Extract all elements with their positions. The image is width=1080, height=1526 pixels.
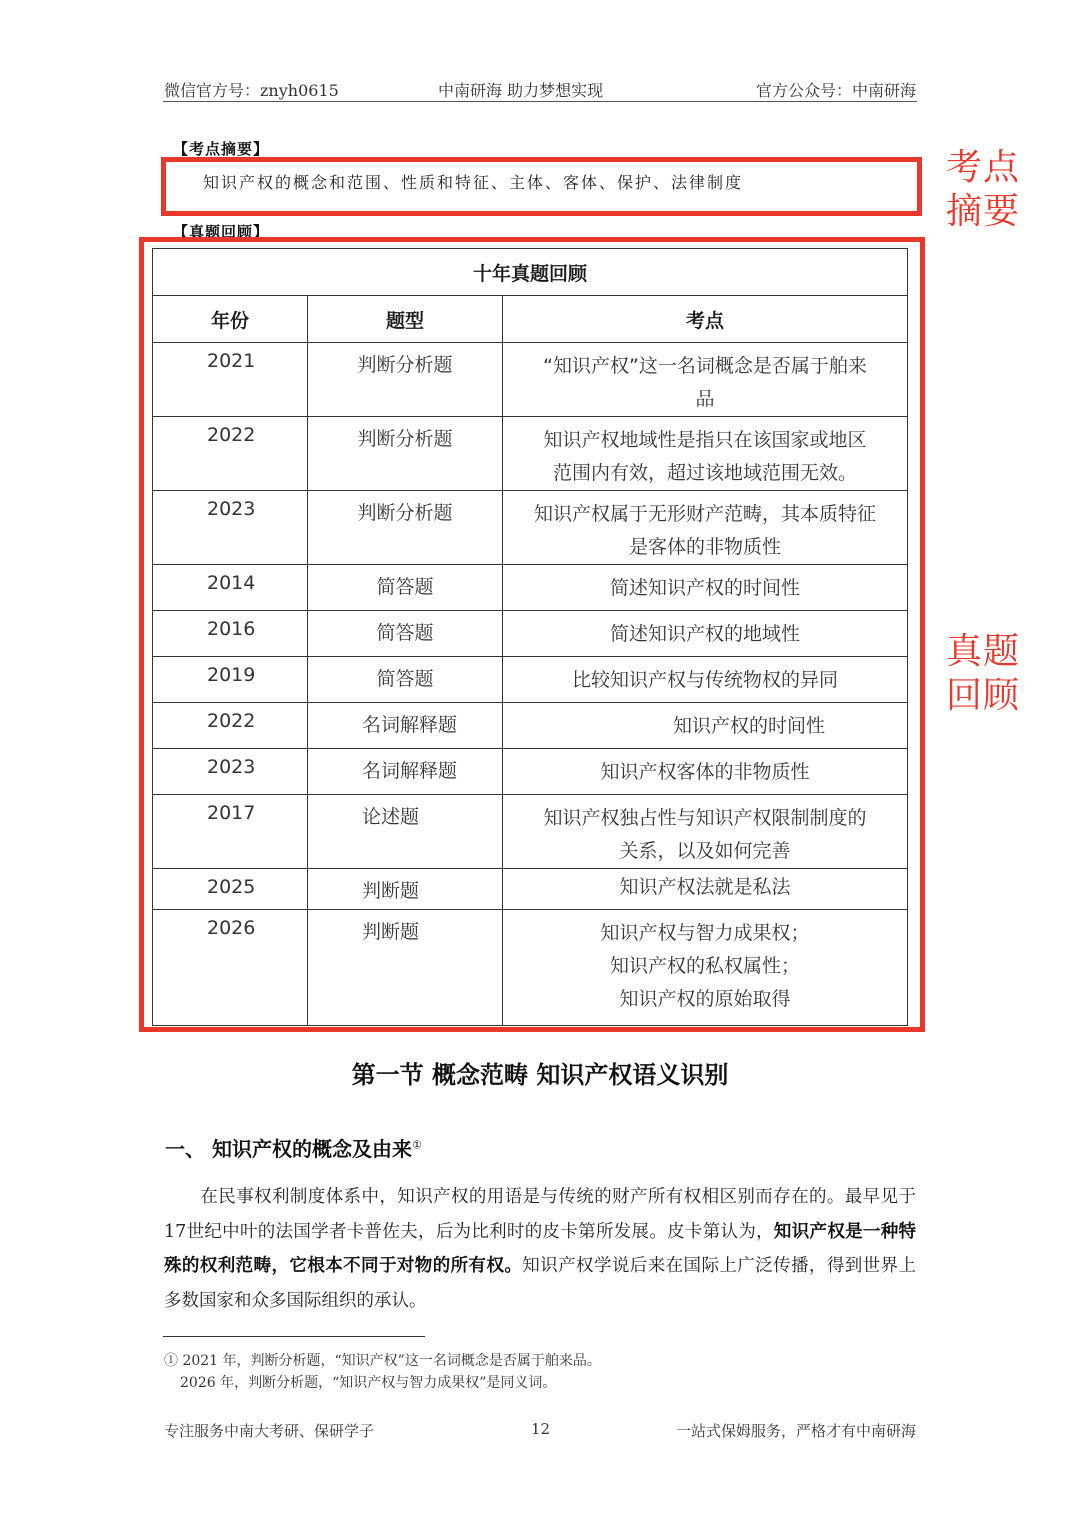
header-divider xyxy=(163,101,917,102)
footnote-divider xyxy=(163,1336,425,1337)
paragraph-emphasis: 知识产权是一种特殊的权利范畴，它根本不同于对物的所有权。 xyxy=(164,1221,917,1276)
table-row xyxy=(153,703,908,749)
review-annotation-line: 回顾 xyxy=(946,675,1021,716)
header-left: 微信官方号：znyh0615 xyxy=(164,81,339,100)
table-row xyxy=(153,869,908,910)
table-row xyxy=(153,343,908,417)
paragraph-text: 知识产权学说后来在国际上广泛传播，得到世界上多数国家和众多国际组织的承认。 xyxy=(164,1256,917,1311)
cell-type: 判断题 xyxy=(308,869,503,910)
cell-points-line: 知识产权属于无形财产范畴，其本质特征 xyxy=(534,503,877,525)
table-title: 十年真题回顾 xyxy=(153,249,908,296)
cell-type: 判断分析题 xyxy=(308,417,503,491)
body-paragraph xyxy=(164,1180,916,1318)
column-header-year: 年份 xyxy=(153,296,308,343)
footer-right: 一站式保姆服务，严格才有中南研海 xyxy=(675,1422,916,1440)
cell-year: 2014 xyxy=(153,565,308,611)
column-header-type: 题型 xyxy=(308,296,503,343)
summary-annotation xyxy=(946,146,1020,234)
cell-points-line: 知识产权的原始取得 xyxy=(619,988,791,1010)
footnote-marker: ① xyxy=(411,1138,422,1152)
summary-tag: 【考点摘要】 xyxy=(173,140,270,158)
paragraph-text: 在民事权利制度体系中，知识产权的用语是与传统的财产所有权相区别而存在的。最早见于17世纪中叶的法国学者卡普佐夫，后为比利时的皮卡第所发展。皮卡第认为， xyxy=(164,1187,916,1242)
column-header-points: 考点 xyxy=(503,296,908,343)
header-right: 官方公众号：中南研海 xyxy=(755,81,916,100)
subsection-title-text: 一、 知识产权的概念及由来 xyxy=(165,1137,412,1161)
cell-points-line: 简述知识产权的时间性 xyxy=(610,577,801,599)
cell-points xyxy=(503,749,908,795)
summary-annotation-line: 摘要 xyxy=(946,191,1021,232)
cell-points xyxy=(503,703,908,749)
table-row xyxy=(153,565,908,611)
summary-annotation-line: 考点 xyxy=(946,147,1021,188)
cell-points xyxy=(503,795,908,869)
cell-points-line: 关系，以及如何完善 xyxy=(619,840,791,862)
cell-points xyxy=(503,565,908,611)
cell-year: 2026 xyxy=(153,910,308,1026)
cell-year: 2022 xyxy=(153,417,308,491)
cell-points xyxy=(503,343,908,417)
cell-points-line: 知识产权的时间性 xyxy=(673,715,826,737)
page-number: 12 xyxy=(531,1420,551,1438)
cell-year: 2022 xyxy=(153,703,308,749)
exam-review-table xyxy=(152,248,908,1026)
cell-points-line: 知识产权与智力成果权； xyxy=(600,922,810,944)
table-row xyxy=(153,795,908,869)
cell-year: 2016 xyxy=(153,611,308,657)
footer-left: 专注服务中南大考研、保研学子 xyxy=(164,1422,375,1440)
cell-points-line: 比较知识产权与传统物权的异同 xyxy=(572,669,839,691)
cell-points xyxy=(503,657,908,703)
cell-points xyxy=(503,417,908,491)
cell-points-line: 范围内有效，超过该地域范围无效。 xyxy=(553,462,858,484)
cell-type: 判断分析题 xyxy=(308,491,503,565)
review-tag: 【真题回顾】 xyxy=(173,223,270,241)
section-title: 第一节 概念范畴 知识产权语义识别 xyxy=(351,1061,729,1089)
cell-type: 简答题 xyxy=(308,657,503,703)
cell-type: 简答题 xyxy=(308,611,503,657)
table-row xyxy=(153,749,908,795)
table-row xyxy=(153,611,908,657)
cell-points-line: “知识产权”这一名词概念是否属于舶来 xyxy=(543,355,867,377)
cell-type: 判断分析题 xyxy=(308,343,503,417)
footnote: 2026 年，判断分析题，“知识产权与智力成果权”是同义词。 xyxy=(180,1375,557,1391)
cell-points-line: 是客体的非物质性 xyxy=(629,536,782,558)
cell-year: 2021 xyxy=(153,343,308,417)
subsection-title xyxy=(165,1133,422,1162)
cell-year: 2023 xyxy=(153,749,308,795)
table-row xyxy=(153,910,908,1026)
cell-year: 2025 xyxy=(153,869,308,910)
cell-type: 判断题 xyxy=(308,910,503,1026)
cell-year: 2023 xyxy=(153,491,308,565)
cell-points-line: 知识产权法就是私法 xyxy=(619,876,791,898)
header-center: 中南研海 助力梦想实现 xyxy=(438,81,604,100)
cell-points-line: 知识产权的私权属性； xyxy=(610,955,801,977)
table-row xyxy=(153,491,908,565)
cell-points xyxy=(503,491,908,565)
cell-points-line: 知识产权独占性与知识产权限制制度的 xyxy=(543,807,867,829)
cell-points-line: 知识产权客体的非物质性 xyxy=(600,761,810,783)
review-annotation-line: 真题 xyxy=(946,631,1021,672)
summary-text: 知识产权的概念和范围、性质和特征、主体、客体、保护、法律制度 xyxy=(203,173,744,192)
table-row xyxy=(153,417,908,491)
cell-points-line: 品 xyxy=(695,388,715,410)
cell-type: 简答题 xyxy=(308,565,503,611)
cell-type: 名词解释题 xyxy=(308,703,503,749)
cell-points xyxy=(503,611,908,657)
cell-year: 2017 xyxy=(153,795,308,869)
table-header-row xyxy=(153,296,908,343)
footnote: ① 2021 年，判断分析题，“知识产权”这一名词概念是否属于舶来品。 xyxy=(164,1353,601,1369)
cell-points xyxy=(503,869,908,910)
cell-year: 2019 xyxy=(153,657,308,703)
table-row xyxy=(153,657,908,703)
cell-points-line: 简述知识产权的地域性 xyxy=(610,623,801,645)
review-annotation xyxy=(946,630,1020,718)
cell-type: 名词解释题 xyxy=(308,749,503,795)
cell-type: 论述题 xyxy=(308,795,503,869)
cell-points xyxy=(503,910,908,1026)
cell-points-line: 知识产权地域性是指只在该国家或地区 xyxy=(543,429,867,451)
